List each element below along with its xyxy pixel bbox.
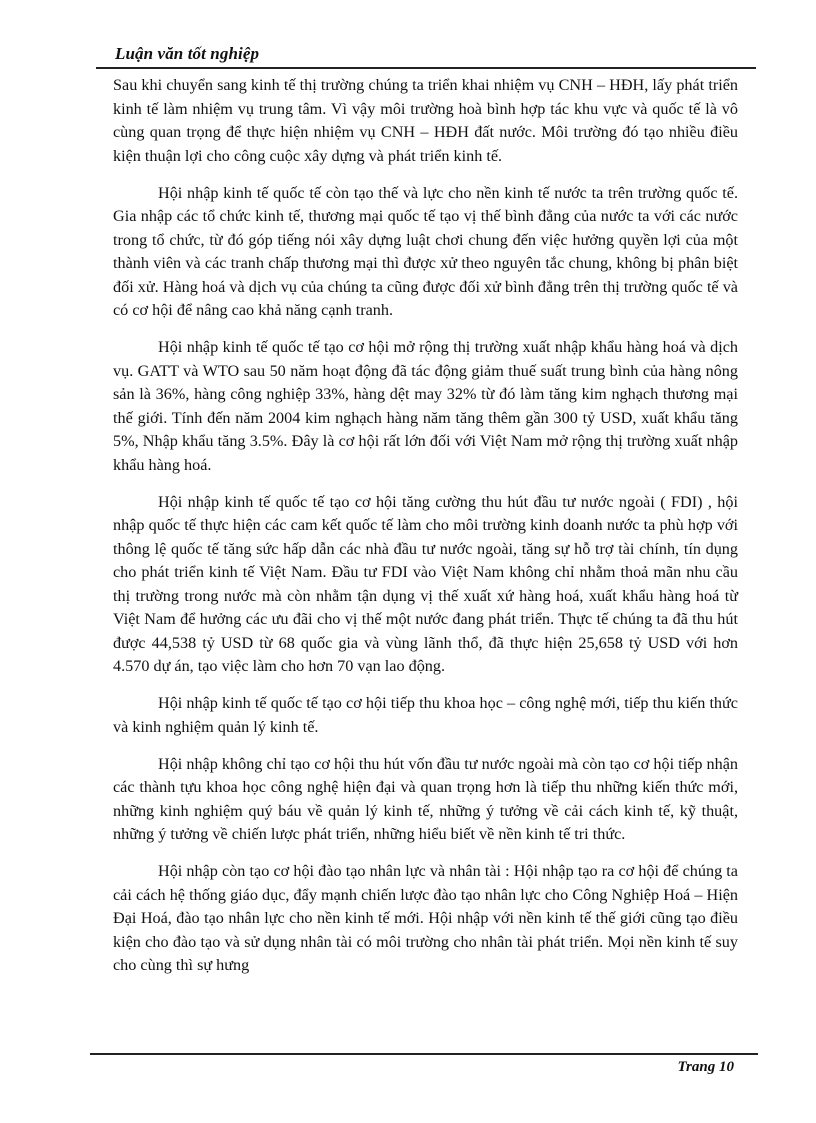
header-divider: [96, 67, 756, 69]
footer-divider: [90, 1053, 758, 1055]
paragraph-6: Hội nhập không chỉ tạo cơ hội thu hút vốn đầu tư nước ngoài mà còn tạo cơ hội tiếp nhận các thành tựu khoa học công nghệ hiện đại và quan trọng hơn là tiếp thu những kiến thức mới, những kinh nghiệm quý báu về quản lý kinh tế, những ý tưởng về cải cách kinh tế, kỹ thuật, những ý tưởng về chiến lược phát triển, những hiểu biết về nền kinh tế tri thức.: [113, 754, 738, 843]
paragraph-4: Hội nhập kinh tế quốc tế tạo cơ hội tăng cường thu hút đầu tư nước ngoài ( FDI) , hội nhập quốc tế thực hiện các cam kết quốc tế làm cho môi trường kinh doanh nước ta phù hợp với thông lệ quốc tế tăng sức hấp dẫn các nhà đầu tư nước ngoài, tăng sự hỗ trợ tài chính, tín dụng cho phát triển kinh tế Việt Nam. Đầu tư FDI vào Việt Nam không chỉ nhằm thoả mãn nhu cầu thị trường trong nước mà còn nhằm tận dụng vị thế xuất xứ hàng hoá, xuất khẩu hàng hoá từ Việt Nam để hưởng các ưu đãi cho vị thế một nước đang phát triển. Thực tế chúng ta đã thu hút được 44,538 tỷ USD từ 68 quốc gia và vùng lãnh thổ, đã thực hiện 25,658 tỷ USD với hơn 4.570 dự án, tạo việc làm cho hơn 70 vạn lao động.: [113, 492, 738, 675]
paragraph-1: Sau khi chuyển sang kinh tế thị trường chúng ta triển khai nhiệm vụ CNH – HĐH, lấy phát triển kinh tế làm nhiệm vụ trung tâm. Vì vậy môi trường hoà bình hợp tác khu vực và quốc tế là vô cùng quan trọng để thực hiện nhiệm vụ CNH – HĐH đất nước. Môi trường đó tạo nhiều điều kiện thuận lợi cho công cuộc xây dựng và phát triển kinh tế.: [113, 76, 738, 165]
page-number: Trang 10: [677, 1059, 734, 1075]
paragraph-2: Hội nhập kinh tế quốc tế còn tạo thế và lực cho nền kinh tế nước ta trên trường quốc tế. Gia nhập các tổ chức kinh tế, thương mại quốc tế tạo vị thế bình đẳng của nước ta với các nước trong tổ chức, từ đó góp tiếng nói xây dựng luật chơi chung đến việc hưởng quyền lợi của một thành viên và các tranh chấp thương mại thì được xử theo nguyên tắc chung, không bị phân biệt đối xử. Hàng hoá và dịch vụ của chúng ta cũng được đối xử bình đẳng trên thị trường quốc tế và có cơ hội để nâng cao khả năng cạnh tranh.: [113, 183, 738, 319]
paragraph-3: Hội nhập kinh tế quốc tế tạo cơ hội mở rộng thị trường xuất nhập khẩu hàng hoá và dịch vụ. GATT và WTO sau 50 năm hoạt động đã tác động giảm thuế suất trung bình của hàng nông sản là 36%, hàng công nghiệp 33%, hàng dệt may 32% từ đó làm tăng kim nghạch thương mại thế giới. Tính đến năm 2004 kim nghạch hàng năm tăng thêm gần 300 tỷ USD, xuất khẩu tăng 5%, Nhập khẩu tăng 3.5%. Đây là cơ hội rất lớn đối với Việt Nam mở rộng thị trường xuất nhập khẩu hàng hoá.: [113, 338, 738, 474]
paragraph-5: Hội nhập kinh tế quốc tế tạo cơ hội tiếp thu khoa học – công nghệ mới, tiếp thu kiến thức và kinh nghiệm quản lý kinh tế.: [113, 694, 738, 736]
document-body: [113, 74, 738, 991]
document-header-title: Luận văn tốt nghiệp: [115, 44, 260, 63]
paragraph-7: Hội nhập còn tạo cơ hội đào tạo nhân lực và nhân tài : Hội nhập tạo ra cơ hội để chúng ta cải cách hệ thống giáo dục, đẩy mạnh chiến lược đào tạo nhân lực cho Công Nghiệp Hoá – Hiện Đại Hoá, đào tạo nhân lực cho nền kinh tế mới. Hội nhập với nền kinh tế thế giới cũng tạo điều kiện cho đào tạo và sử dụng nhân tài có môi trường cho nhân tài phát triển. Mọi nền kinh tế suy cho cùng thì sự hưng: [113, 862, 738, 974]
